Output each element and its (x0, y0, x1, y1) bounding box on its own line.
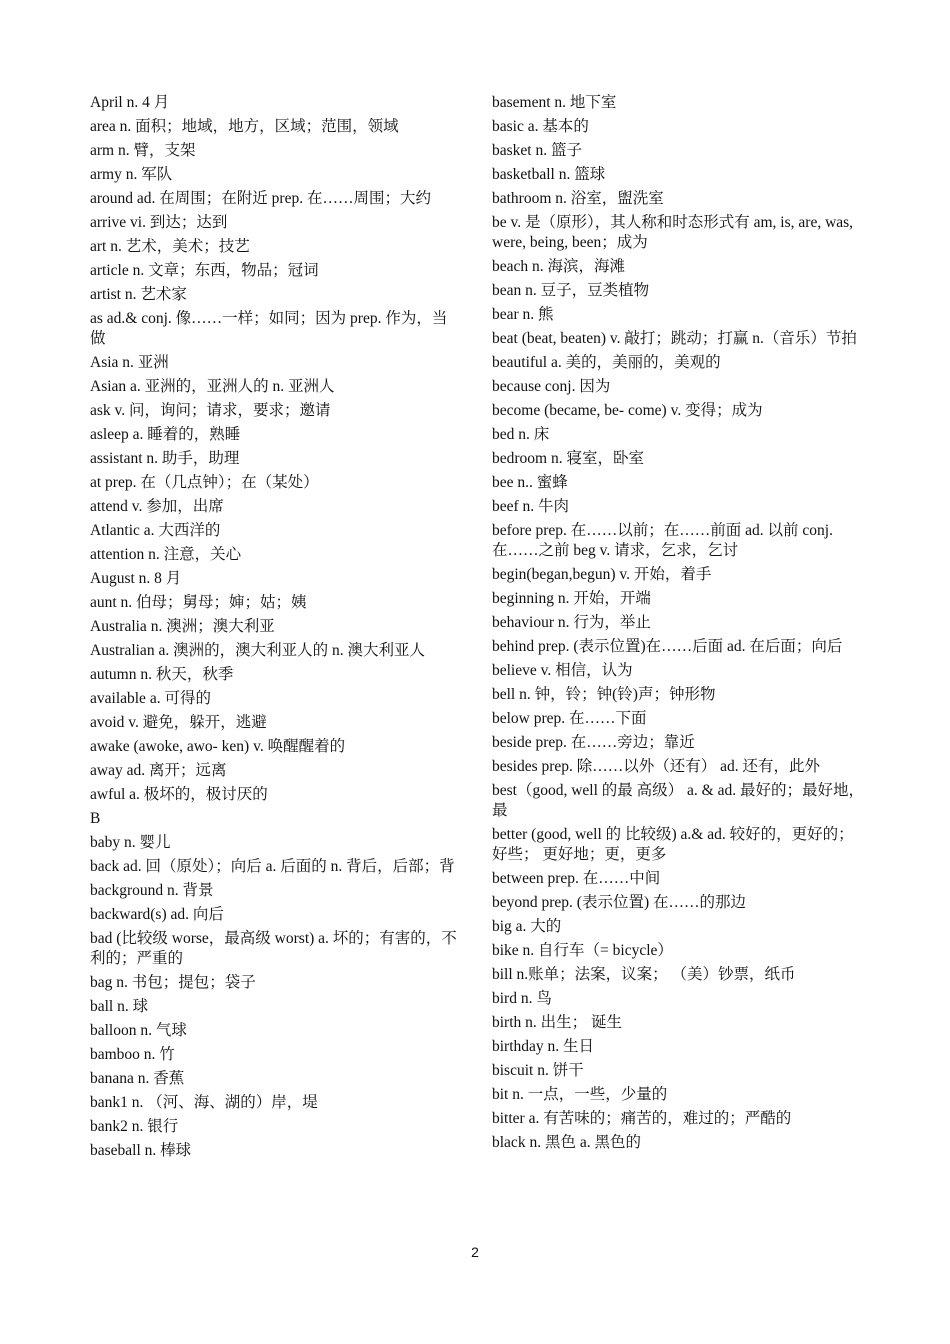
vocab-entry: beautiful a. 美的，美丽的，美观的 (492, 354, 721, 371)
vocab-entry: balloon n. 气球 (90, 1022, 187, 1039)
vocab-entry: basket n. 篮子 (492, 142, 582, 159)
vocab-entry: bear n. 熊 (492, 306, 554, 323)
vocab-entry: back ad. 回（原处）；向后 a. 后面的 n. 背后，后部；背 (90, 858, 455, 875)
vocab-entry: bathroom n. 浴室，盥洗室 (492, 190, 664, 207)
vocab-entry: B (90, 810, 101, 827)
vocab-entry: biscuit n. 饼干 (492, 1062, 584, 1079)
vocab-entry: bean n. 豆子，豆类植物 (492, 282, 650, 299)
vocab-entry: art n. 艺术，美术；技艺 (90, 238, 250, 255)
vocab-entry: behaviour n. 行为，举止 (492, 614, 651, 631)
vocab-entry: beside prep. 在……旁边；靠近 (492, 734, 695, 751)
vocab-entry: between prep. 在……中间 (492, 870, 661, 887)
vocab-entry: Asian a. 亚洲的，亚洲人的 n. 亚洲人 (90, 378, 335, 395)
vocab-entry: baseball n. 棒球 (90, 1142, 192, 1159)
vocab-entry: backward(s) ad. 向后 (90, 906, 224, 923)
vocab-entry: asleep a. 睡着的，熟睡 (90, 426, 241, 443)
vocab-entry: best（good, well 的最 高级） a. & ad. 最好的；最好地，最 (492, 782, 864, 819)
vocab-entry: Australia n. 澳洲；澳大利亚 (90, 618, 275, 635)
vocab-entry: bike n. 自行车（= bicycle） (492, 942, 673, 959)
vocab-entry: begin(began,begun) v. 开始，着手 (492, 566, 712, 583)
vocab-entry: bee n.. 蜜蜂 (492, 474, 568, 491)
vocab-entry: bank2 n. 银行 (90, 1118, 179, 1135)
vocab-entry: army n. 军队 (90, 166, 173, 183)
vocab-entry: away ad. 离开；远离 (90, 762, 227, 779)
vocab-entry: avoid v. 避免，躲开，逃避 (90, 714, 267, 731)
vocab-entry: big a. 大的 (492, 918, 562, 935)
right-column (492, 93, 864, 1157)
vocab-entry: April n. 4 月 (90, 94, 170, 111)
vocab-entry: available a. 可得的 (90, 690, 211, 707)
vocab-entry: bell n. 钟，铃；钟(铃)声；钟形物 (492, 686, 716, 703)
vocab-entry: below prep. 在……下面 (492, 710, 647, 727)
vocab-entry: before prep. 在……以前；在……前面 ad. 以前 conj. 在……之前 beg v. 请求，乞求，乞讨 (492, 522, 833, 559)
vocab-entry: basketball n. 篮球 (492, 166, 606, 183)
vocab-entry: background n. 背景 (90, 882, 214, 899)
vocab-entry: assistant n. 助手，助理 (90, 450, 240, 467)
vocab-entry: aunt n. 伯母；舅母；婶；姑；姨 (90, 594, 307, 611)
vocab-entry: as ad.& conj. 像……一样；如同；因为 prep. 作为，当做 (90, 310, 448, 347)
vocab-entry: bill n.账单；法案，议案； （美）钞票，纸币 (492, 966, 796, 983)
vocab-entry: become (became, be- come) v. 变得；成为 (492, 402, 763, 419)
vocab-entry: birth n. 出生； 诞生 (492, 1014, 623, 1031)
vocab-entry: Atlantic a. 大西洋的 (90, 522, 221, 539)
vocab-entry: bamboo n. 竹 (90, 1046, 175, 1063)
vocab-entry: arrive vi. 到达；达到 (90, 214, 228, 231)
vocab-entry: beginning n. 开始，开端 (492, 590, 651, 607)
vocab-entry: birthday n. 生日 (492, 1038, 595, 1055)
vocab-entry: bag n. 书包；提包；袋子 (90, 974, 256, 991)
vocab-entry: bird n. 鸟 (492, 990, 552, 1007)
vocab-entry: bad (比较级 worse，最高级 worst) a. 坏的；有害的，不利的；严重的 (90, 930, 457, 967)
vocab-entry: bedroom n. 寝室，卧室 (492, 450, 644, 467)
vocab-entry: at prep. 在（几点钟）；在（某处） (90, 474, 319, 491)
vocab-entry: bitter a. 有苦味的；痛苦的，难过的；严酷的 (492, 1110, 792, 1127)
vocab-entry: bank1 n. （河、海、湖的）岸，堤 (90, 1094, 318, 1111)
vocab-entry: awful a. 极坏的，极讨厌的 (90, 786, 268, 803)
vocab-entry: believe v. 相信，认为 (492, 662, 633, 679)
vocab-entry: arm n. 臂，支架 (90, 142, 196, 159)
page-number: 2 (471, 1244, 479, 1260)
vocab-entry: banana n. 香蕉 (90, 1070, 185, 1087)
vocab-entry: around ad. 在周围；在附近 prep. 在……周围；大约 (90, 190, 431, 207)
vocab-entry: attention n. 注意，关心 (90, 546, 242, 563)
vocab-entry: Australian a. 澳洲的，澳大利亚人的 n. 澳大利亚人 (90, 642, 425, 659)
vocab-entry: be v. 是（原形），其人称和时态形式有 am, is, are, was, were, being, been；成为 (492, 214, 854, 251)
vocab-entry: basic a. 基本的 (492, 118, 589, 135)
vocab-entry: because conj. 因为 (492, 378, 611, 395)
vocab-entry: bed n. 床 (492, 426, 550, 443)
vocab-entry: beach n. 海滨，海滩 (492, 258, 626, 275)
vocab-entry: autumn n. 秋天，秋季 (90, 666, 234, 683)
vocab-entry: besides prep. 除……以外（还有） ad. 还有，此外 (492, 758, 821, 775)
vocab-entry: August n. 8 月 (90, 570, 182, 587)
vocab-entry: ask v. 问，询问；请求，要求；邀请 (90, 402, 331, 419)
vocab-entry: better (good, well 的 比较级) a.& ad. 较好的，更好的；好些； 更好地；更，更多 (492, 826, 854, 863)
vocab-entry: awake (awoke, awo- ken) v. 唤醒醒着的 (90, 738, 346, 755)
vocab-entry: beef n. 牛肉 (492, 498, 570, 515)
vocab-entry: ball n. 球 (90, 998, 149, 1015)
vocab-entry: article n. 文章；东西，物品；冠词 (90, 262, 319, 279)
vocab-entry: black n. 黑色 a. 黑色的 (492, 1134, 641, 1151)
vocab-entry: bit n. 一点，一些，少量的 (492, 1086, 668, 1103)
vocab-entry: beyond prep. (表示位置) 在……的那边 (492, 894, 746, 911)
vocab-entry: beat (beat, beaten) v. 敲打；跳动；打赢 n.（音乐）节拍 (492, 330, 857, 347)
left-column (90, 93, 462, 1165)
vocab-entry: attend v. 参加，出席 (90, 498, 224, 515)
vocab-entry: Asia n. 亚洲 (90, 354, 169, 371)
vocab-entry: baby n. 婴儿 (90, 834, 171, 851)
vocab-entry: area n. 面积；地域，地方，区域；范围，领域 (90, 118, 399, 135)
vocab-entry: basement n. 地下室 (492, 94, 617, 111)
vocab-entry: artist n. 艺术家 (90, 286, 187, 303)
vocab-entry: behind prep. (表示位置)在……后面 ad. 在后面；向后 (492, 638, 843, 655)
